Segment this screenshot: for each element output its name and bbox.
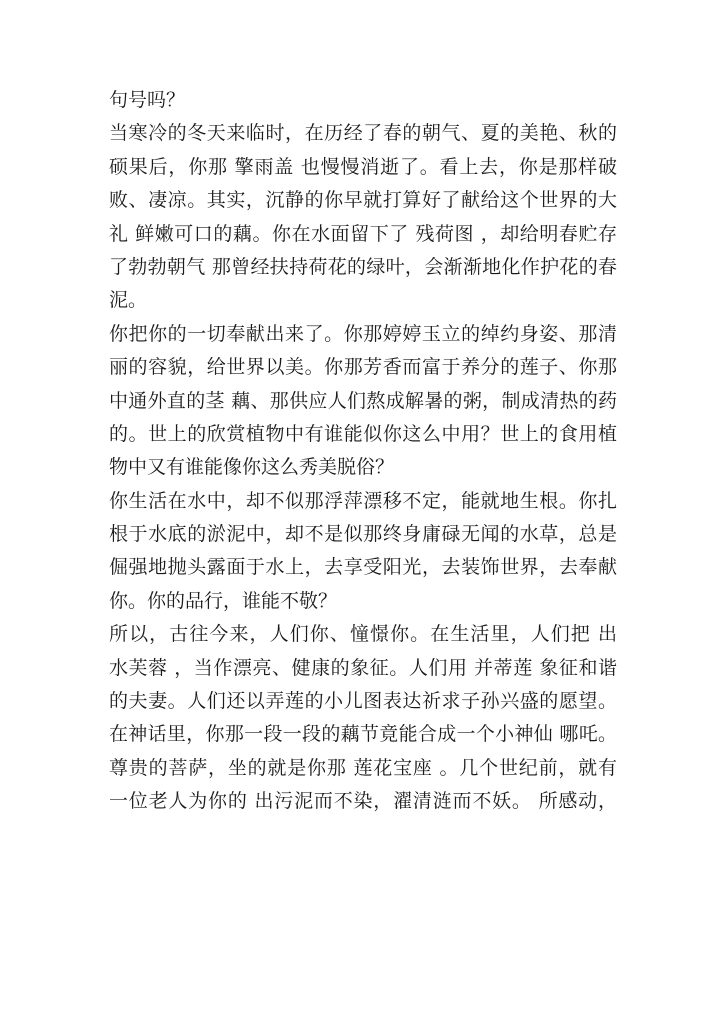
text-line: 的。世上的欣赏植物中有谁能似你这么中用？世上的食用植 xyxy=(109,422,617,445)
text-line: 根于水底的淤泥中，却不是似那终身庸碌无闻的水草，总是 xyxy=(109,523,617,546)
text-line: 所以，古往今来，人们你、憧憬你。在生活里，人们把 出 xyxy=(109,623,617,646)
text-line: 你。你的品行，谁能不敬？ xyxy=(109,589,338,612)
text-line: 的夫妻。人们还以弄莲的小儿图表达祈求子孙兴盛的愿望。 xyxy=(109,690,617,713)
text-line: 水芙蓉 ，当作漂亮、健康的象征。人们用 并蒂莲 象征和谐 xyxy=(109,656,617,679)
text-line: 句号吗？ xyxy=(109,89,186,111)
text-line: 一位老人为你的 出污泥而不染，濯清涟而不妖。 所感动， xyxy=(109,790,617,813)
text-line: 了勃勃朝气 那曾经扶持荷花的绿叶，会渐渐地化作护花的春 xyxy=(109,255,617,278)
text-line: 中通外直的茎 藕、那供应人们熬成解暑的粥，制成清热的药 xyxy=(109,389,617,412)
text-line: 当寒冷的冬天来临时，在历经了春的朝气、夏的美艳、秋的 xyxy=(109,122,617,145)
text-line: 败、凄凉。其实，沉静的你早就打算好了献给这个世界的大 xyxy=(109,189,617,212)
text-line: 丽的容貌，给世界以美。你那芳香而富于养分的莲子、你那 xyxy=(109,356,617,379)
text-line: 尊贵的菩萨，坐的就是你那 莲花宝座 。几个世纪前，就有 xyxy=(109,756,617,779)
text-line: 倔强地抛头露面于水上，去享受阳光，去装饰世界，去奉献 xyxy=(109,556,617,579)
text-line: 礼 鲜嫩可口的藕。你在水面留下了 残荷图 ，却给明春贮存 xyxy=(109,222,617,245)
text-line: 泥。 xyxy=(109,289,148,312)
text-line: 你生活在水中，却不似那浮萍漂移不定，能就地生根。你扎 xyxy=(109,489,617,512)
text-line: 在神话里，你那一段一段的藕节竟能合成一个小神仙 哪吒。 xyxy=(109,723,617,746)
text-line: 物中又有谁能像你这么秀美脱俗？ xyxy=(109,456,395,479)
text-line: 你把你的一切奉献出来了。你那婷婷玉立的绰约身姿、那清 xyxy=(109,322,617,345)
document-body xyxy=(109,84,617,819)
text-line: 硕果后，你那 擎雨盖 也慢慢消逝了。看上去，你是那样破 xyxy=(109,155,617,178)
